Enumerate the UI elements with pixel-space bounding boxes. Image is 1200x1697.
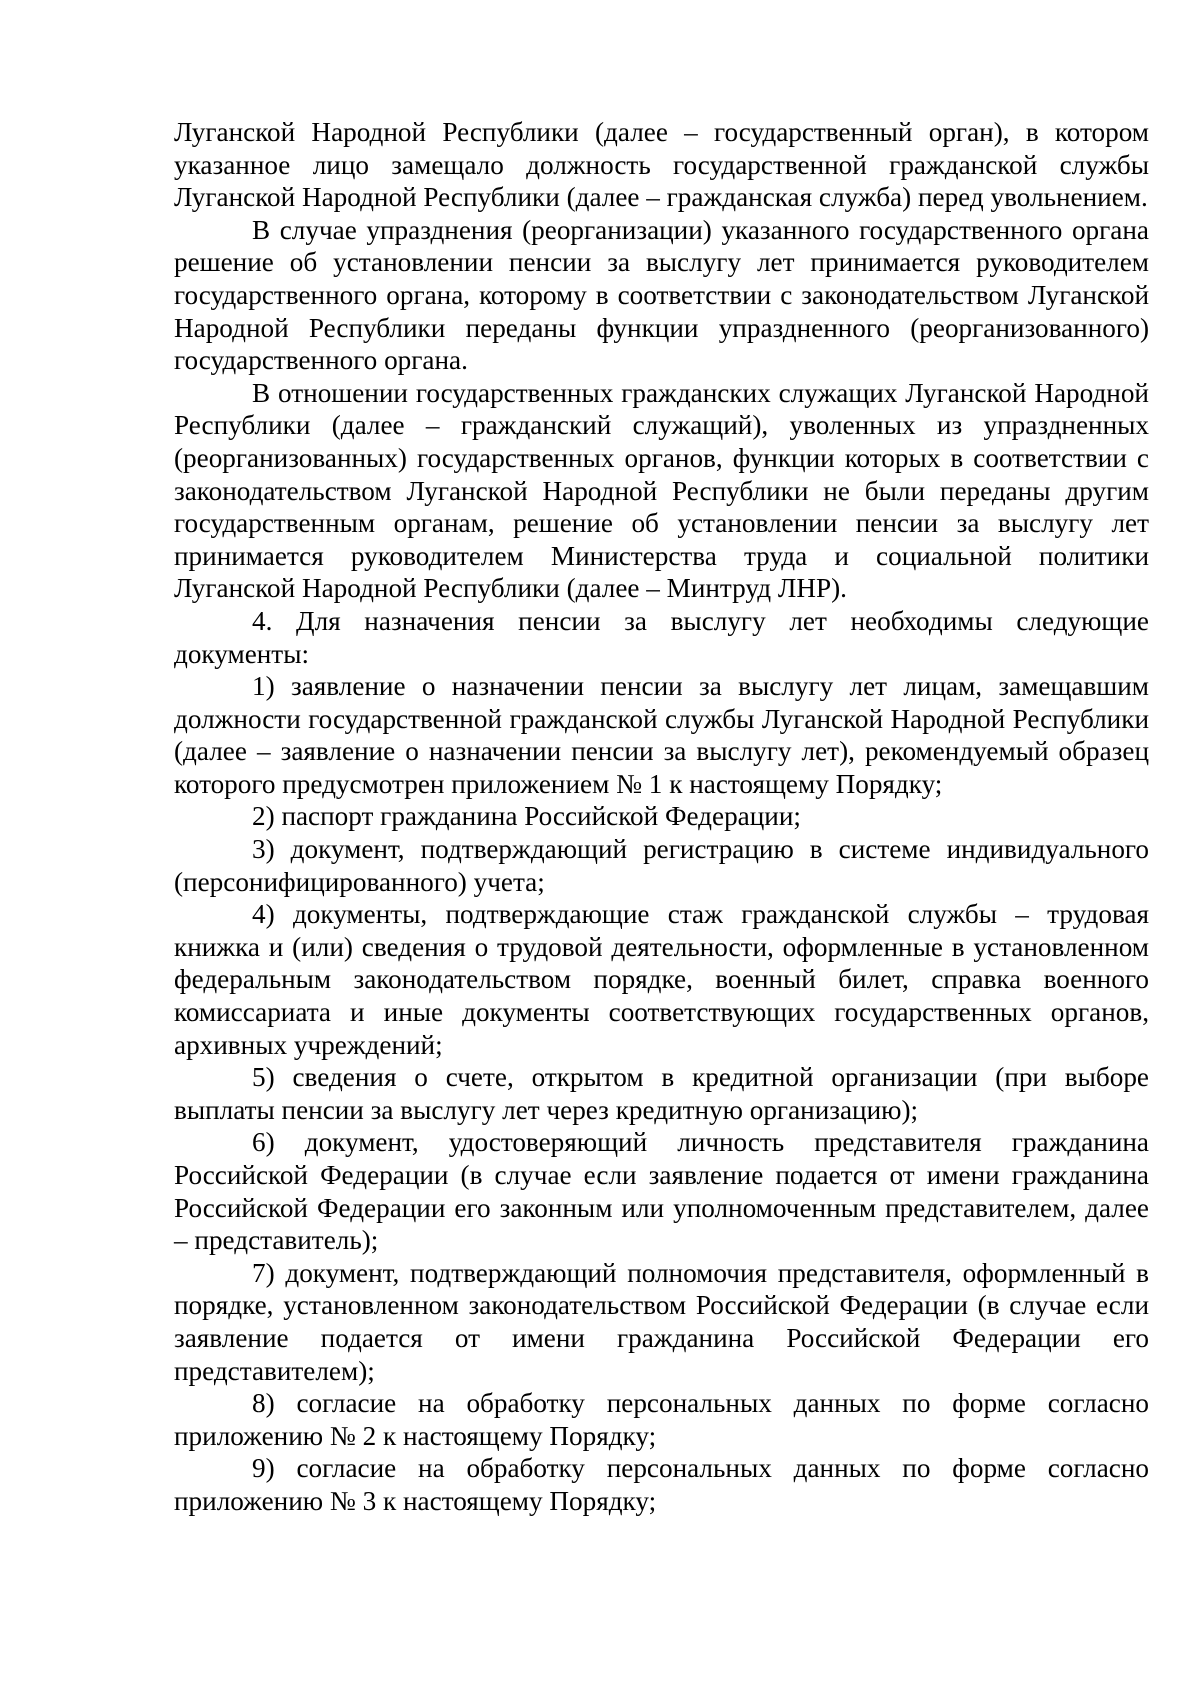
list-item-2: 2) паспорт гражданина Российской Федерации; <box>252 801 801 832</box>
list-item-6: 6) документ, удостоверяющий личность представителя гражданина Российской Федерации (в случае если заявление подается от имени гражданина Российской Федерации его законным или уполномоченным представителем, далее – представитель); <box>174 1127 1149 1256</box>
list-item-9: 9) согласие на обработку персональных данных по форме согласно приложению № 3 к настоящему Порядку; <box>174 1453 1149 1516</box>
list-item-3: 3) документ, подтверждающий регистрацию в системе индивидуального (персонифицированного) учета; <box>174 834 1149 897</box>
paragraph-abolition-case: В случае упразднения (реорганизации) указанного государственного органа решение об установлении пенсии за выслугу лет принимается руководителем государственного органа, которому в соответствии с законодательством Луганской Народной Республики переданы функции упраздненного (реорганизованного) государственного органа. <box>174 214 1149 376</box>
list-item-4: 4) документы, подтверждающие стаж гражданской службы – трудовая книжка и (или) сведения о трудовой деятельности, оформленные в установленном федеральным законодательством порядке, военный билет, справка военного комиссариата и иные документы соответствующих государственных органов, архивных учреждений; <box>174 899 1149 1060</box>
list-item-8: 8) согласие на обработку персональных данных по форме согласно приложению № 2 к настоящему Порядку; <box>174 1388 1149 1451</box>
list-item-7: 7) документ, подтверждающий полномочия представителя, оформленный в порядке, установленном законодательством Российской Федерации (в случае если заявление подается от имени гражданина Российской Федерации его представителем); <box>174 1257 1149 1386</box>
list-item-1: 1) заявление о назначении пенсии за выслугу лет лицам, замещавшим должности государственной гражданской службы Луганской Народной Республики (далее – заявление о назначении пенсии за выслугу лет), рекомендуемый образец которого предусмотрен приложением № 1 к настоящему Порядку; <box>174 671 1149 799</box>
paragraph-dismissed-servants: В отношении государственных гражданских служащих Луганской Народной Республики (далее – гражданский служащий), уволенных из упраздненных (реорганизованных) государственных органов, функции которых в соответствии с законодательством Луганской Народной Республики не были переданы другим государственным органам, решение об установлении пенсии за выслугу лет принимается руководителем Министерства труда и социальной политики Луганской Народной Республики (далее – Минтруд ЛНР). <box>174 377 1149 604</box>
paragraph-item-4: 4. Для назначения пенсии за выслугу лет необходимы следующие документы: <box>174 605 1149 669</box>
document-page <box>174 116 1149 1518</box>
list-item-5: 5) сведения о счете, открытом в кредитной организации (при выборе выплаты пенсии за выслугу лет через кредитную организацию); <box>174 1062 1149 1125</box>
paragraph-continuation: Луганской Народной Республики (далее – государственный орган), в котором указанное лицо замещало должность государственной гражданской службы Луганской Народной Республики (далее – гражданская служба) перед увольнением. <box>174 117 1149 213</box>
